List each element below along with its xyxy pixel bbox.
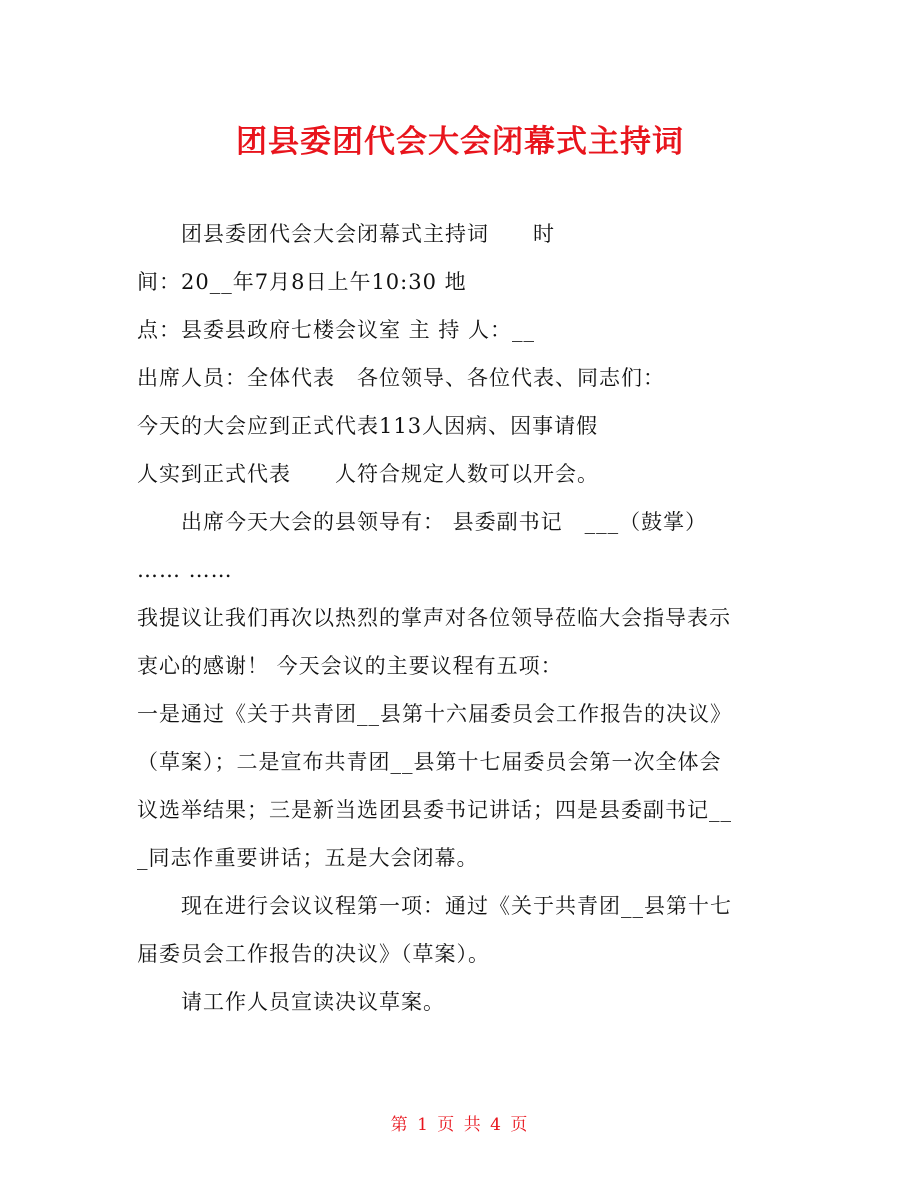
body-line-3: 点：县委县政府七楼会议室 主 持 人：__ (137, 318, 536, 342)
body-line-14: _同志作重要讲话；五是大会闭幕。 (137, 846, 479, 870)
body-line-15: 现在进行会议议程第一项：通过《关于共青团__县第十七 (181, 894, 732, 918)
body-line-4: 出席人员：全体代表 各位领导、各位代表、同志们： (137, 366, 665, 390)
body-line-5: 今天的大会应到正式代表113人因病、因事请假 (137, 414, 599, 438)
body-line-17: 请工作人员宣读决议草案。 (181, 990, 445, 1014)
body-line-11: 一是通过《关于共青团__县第十六届委员会工作报告的决议》 (137, 702, 732, 726)
body-line-13: 议选举结果；三是新当选团县委书记讲话；四是县委副书记__ (137, 798, 732, 822)
body-line-6: 人实到正式代表 人符合规定人数可以开会。 (137, 462, 599, 486)
document-body (137, 210, 787, 1026)
body-line-9: 我提议让我们再次以热烈的掌声对各位领导莅临大会指导表示 (137, 606, 731, 630)
body-line-1: 团县委团代会大会闭幕式主持词 时 (181, 222, 555, 246)
document-title: 团县委团代会大会闭幕式主持词 (236, 124, 684, 160)
body-line-12: （草案）；二是宣布共青团__县第十七届委员会第一次全体会 (137, 750, 722, 774)
body-line-8: …… …… (137, 558, 233, 582)
body-line-2: 间：20__年7月8日上午10:30 地 (137, 270, 467, 294)
page-number-footer: 第 1 页 共 4 页 (390, 1115, 530, 1135)
body-line-16: 届委员会工作报告的决议》（草案）。 (137, 942, 490, 966)
body-line-10: 衷心的感谢！ 今天会议的主要议程有五项： (137, 654, 563, 678)
body-line-7: 出席今天大会的县领导有： 县委副书记 ___（鼓掌） (181, 510, 708, 534)
